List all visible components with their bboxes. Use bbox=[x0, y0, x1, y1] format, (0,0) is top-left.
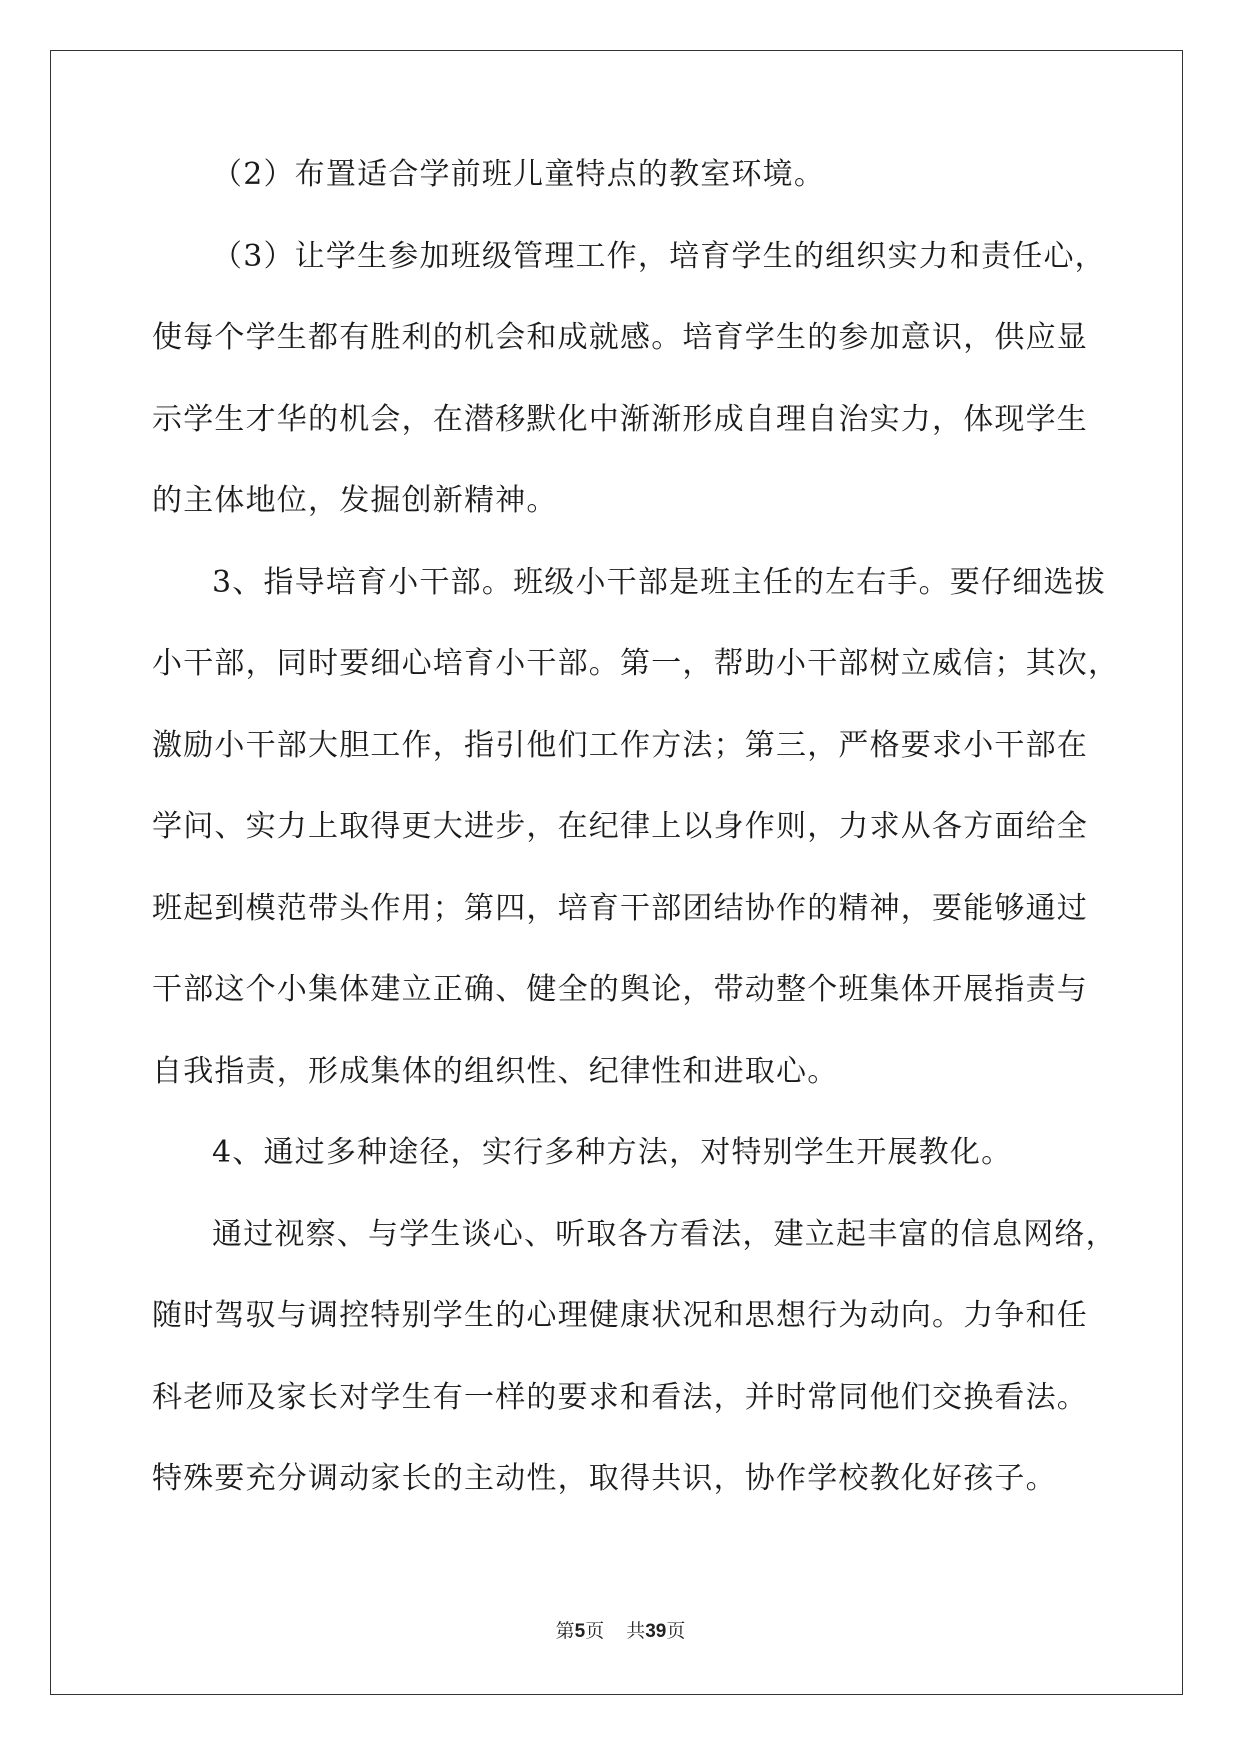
page-number: 5 bbox=[574, 1621, 586, 1642]
text-line: 班起到模范带头作用；第四，培育干部团结协作的精神，要能够通过 bbox=[152, 890, 1088, 926]
text-line: 小干部，同时要细心培育小干部。第一，帮助小干部树立威信；其次， bbox=[152, 646, 1120, 681]
text-line: 3、指导培育小干部。班级小干部是班主任的左右手。要仔细选拔 bbox=[212, 564, 1106, 600]
text-line: 通过视察、与学生谈心、听取各方看法，建立起丰富的信息网络， bbox=[212, 1216, 1117, 1252]
text-line: 示学生才华的机会，在潜移默化中渐渐形成自理自治实力，体现学生 bbox=[152, 401, 1088, 437]
text-line: 学问、实力上取得更大进步，在纪律上以身作则，力求从各方面给全 bbox=[152, 809, 1088, 844]
text-line: 自我指责，形成集体的组织性、纪律性和进取心。 bbox=[152, 1053, 839, 1089]
page-footer bbox=[0, 1620, 1241, 1643]
text-line: （2）布置适合学前班儿童特点的教室环境。 bbox=[212, 157, 826, 192]
text-line: 随时驾驭与调控特别学生的心理健康状况和思想行为动向。力争和任 bbox=[152, 1298, 1088, 1333]
text-line: 使每个学生都有胜利的机会和成就感。培育学生的参加意识，供应显 bbox=[152, 320, 1088, 355]
total-suffix: 页 bbox=[666, 1620, 686, 1642]
page-prefix: 第 bbox=[555, 1620, 575, 1642]
total-prefix: 共 bbox=[626, 1620, 646, 1642]
total-pages: 39 bbox=[645, 1621, 667, 1642]
text-line: 激励小干部大胆工作，指引他们工作方法；第三，严格要求小干部在 bbox=[152, 727, 1088, 763]
text-line: 的主体地位，发掘创新精神。 bbox=[152, 483, 558, 518]
text-line: （3）让学生参加班级管理工作，培育学生的组织实力和责任心， bbox=[212, 238, 1106, 274]
text-line: 4、通过多种途径，实行多种方法，对特别学生开展教化。 bbox=[212, 1135, 1013, 1170]
text-line: 特殊要充分调动家长的主动性，取得共识，协作学校教化好孩子。 bbox=[152, 1461, 1057, 1496]
page-suffix: 页 bbox=[585, 1620, 605, 1642]
document-body bbox=[152, 157, 1120, 1546]
text-line: 干部这个小集体建立正确、健全的舆论，带动整个班集体开展指责与 bbox=[152, 972, 1088, 1007]
text-line: 科老师及家长对学生有一样的要求和看法，并时常同他们交换看法。 bbox=[152, 1379, 1088, 1415]
